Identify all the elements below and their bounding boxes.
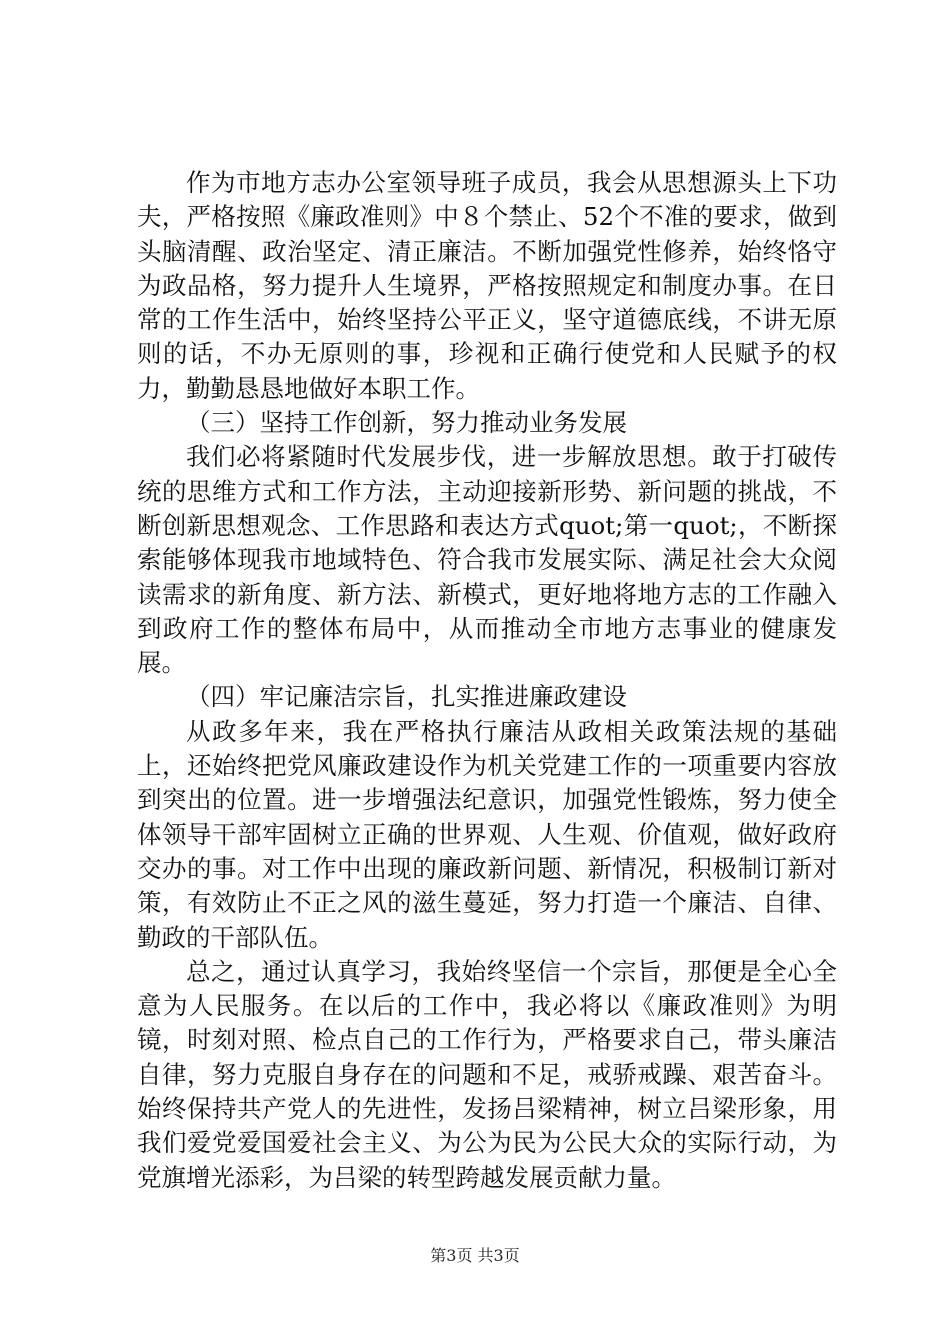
document-body xyxy=(137,166,837,1195)
paragraph-conclusion: 总之，通过认真学习，我始终坚信一个宗旨，那便是全心全意为人民服务。在以后的工作中，我必将以《廉政准则》为明镜，时刻对照、检点自己的工作行为，严格要求自己，带头廉洁自律，努力克服自身存在的问题和不足，戒骄戒躁、艰苦奋斗。始终保持共产党人的先进性，发扬吕梁精神，树立吕梁形象，用我们爱党爱国爱社会主义、为公为民为公民大众的实际行动，为党旗增光添彩，为吕梁的转型跨越发展贡献力量。 xyxy=(137,956,837,1192)
paragraph-intro: 作为市地方志办公室领导班子成员，我会从思想源头上下功夫，严格按照《廉政准则》中８个禁止、52个不准的要求，做到头脑清醒、政治坚定、清正廉洁。不断加强党性修养，始终恪守为政品格，努力提升人生境界，严格按照规定和制度办事。在日常的工作生活中，始终坚持公平正义，坚守道德底线，不讲无原则的话，不办无原则的事，珍视和正确行使党和人民赋予的权力，勤勤恳恳地做好本职工作。 xyxy=(137,168,837,403)
section-heading-3: （三）坚持工作创新，努力推动业务发展 xyxy=(186,408,627,438)
paragraph-integrity: 从政多年来，我在严格执行廉洁从政相关政策法规的基础上，还始终把党风廉政建设作为机关党建工作的一项重要内容放到突出的位置。进一步增强法纪意识，加强党性锻炼，努力使全体领导干部牢固树立正确的世界观、人生观、价值观，做好政府交办的事。对工作中出现的廉政新问题、新情况，积极制订新对策，有效防止不正之风的滋生蔓延，努力打造一个廉洁、自律、勤政的干部队伍。 xyxy=(137,716,837,952)
section-heading-4: （四）牢记廉洁宗旨，扎实推进廉政建设 xyxy=(186,682,627,712)
paragraph-innovation: 我们必将紧随时代发展步伐，进一步解放思想。敢于打破传统的思维方式和工作方法，主动迎接新形势、新问题的挑战，不断创新思想观念、工作思路和表达方式quot;第一quot;，不断探索能够体现我市地域特色、符合我市发展实际、满足社会大众阅读需求的新角度、新方法、新模式，更好地将地方志的工作融入到政府工作的整体布局中，从而推动全市地方志事业的健康发展。 xyxy=(137,442,837,678)
page-number-footer: 第3页 共3页 xyxy=(430,1246,520,1265)
